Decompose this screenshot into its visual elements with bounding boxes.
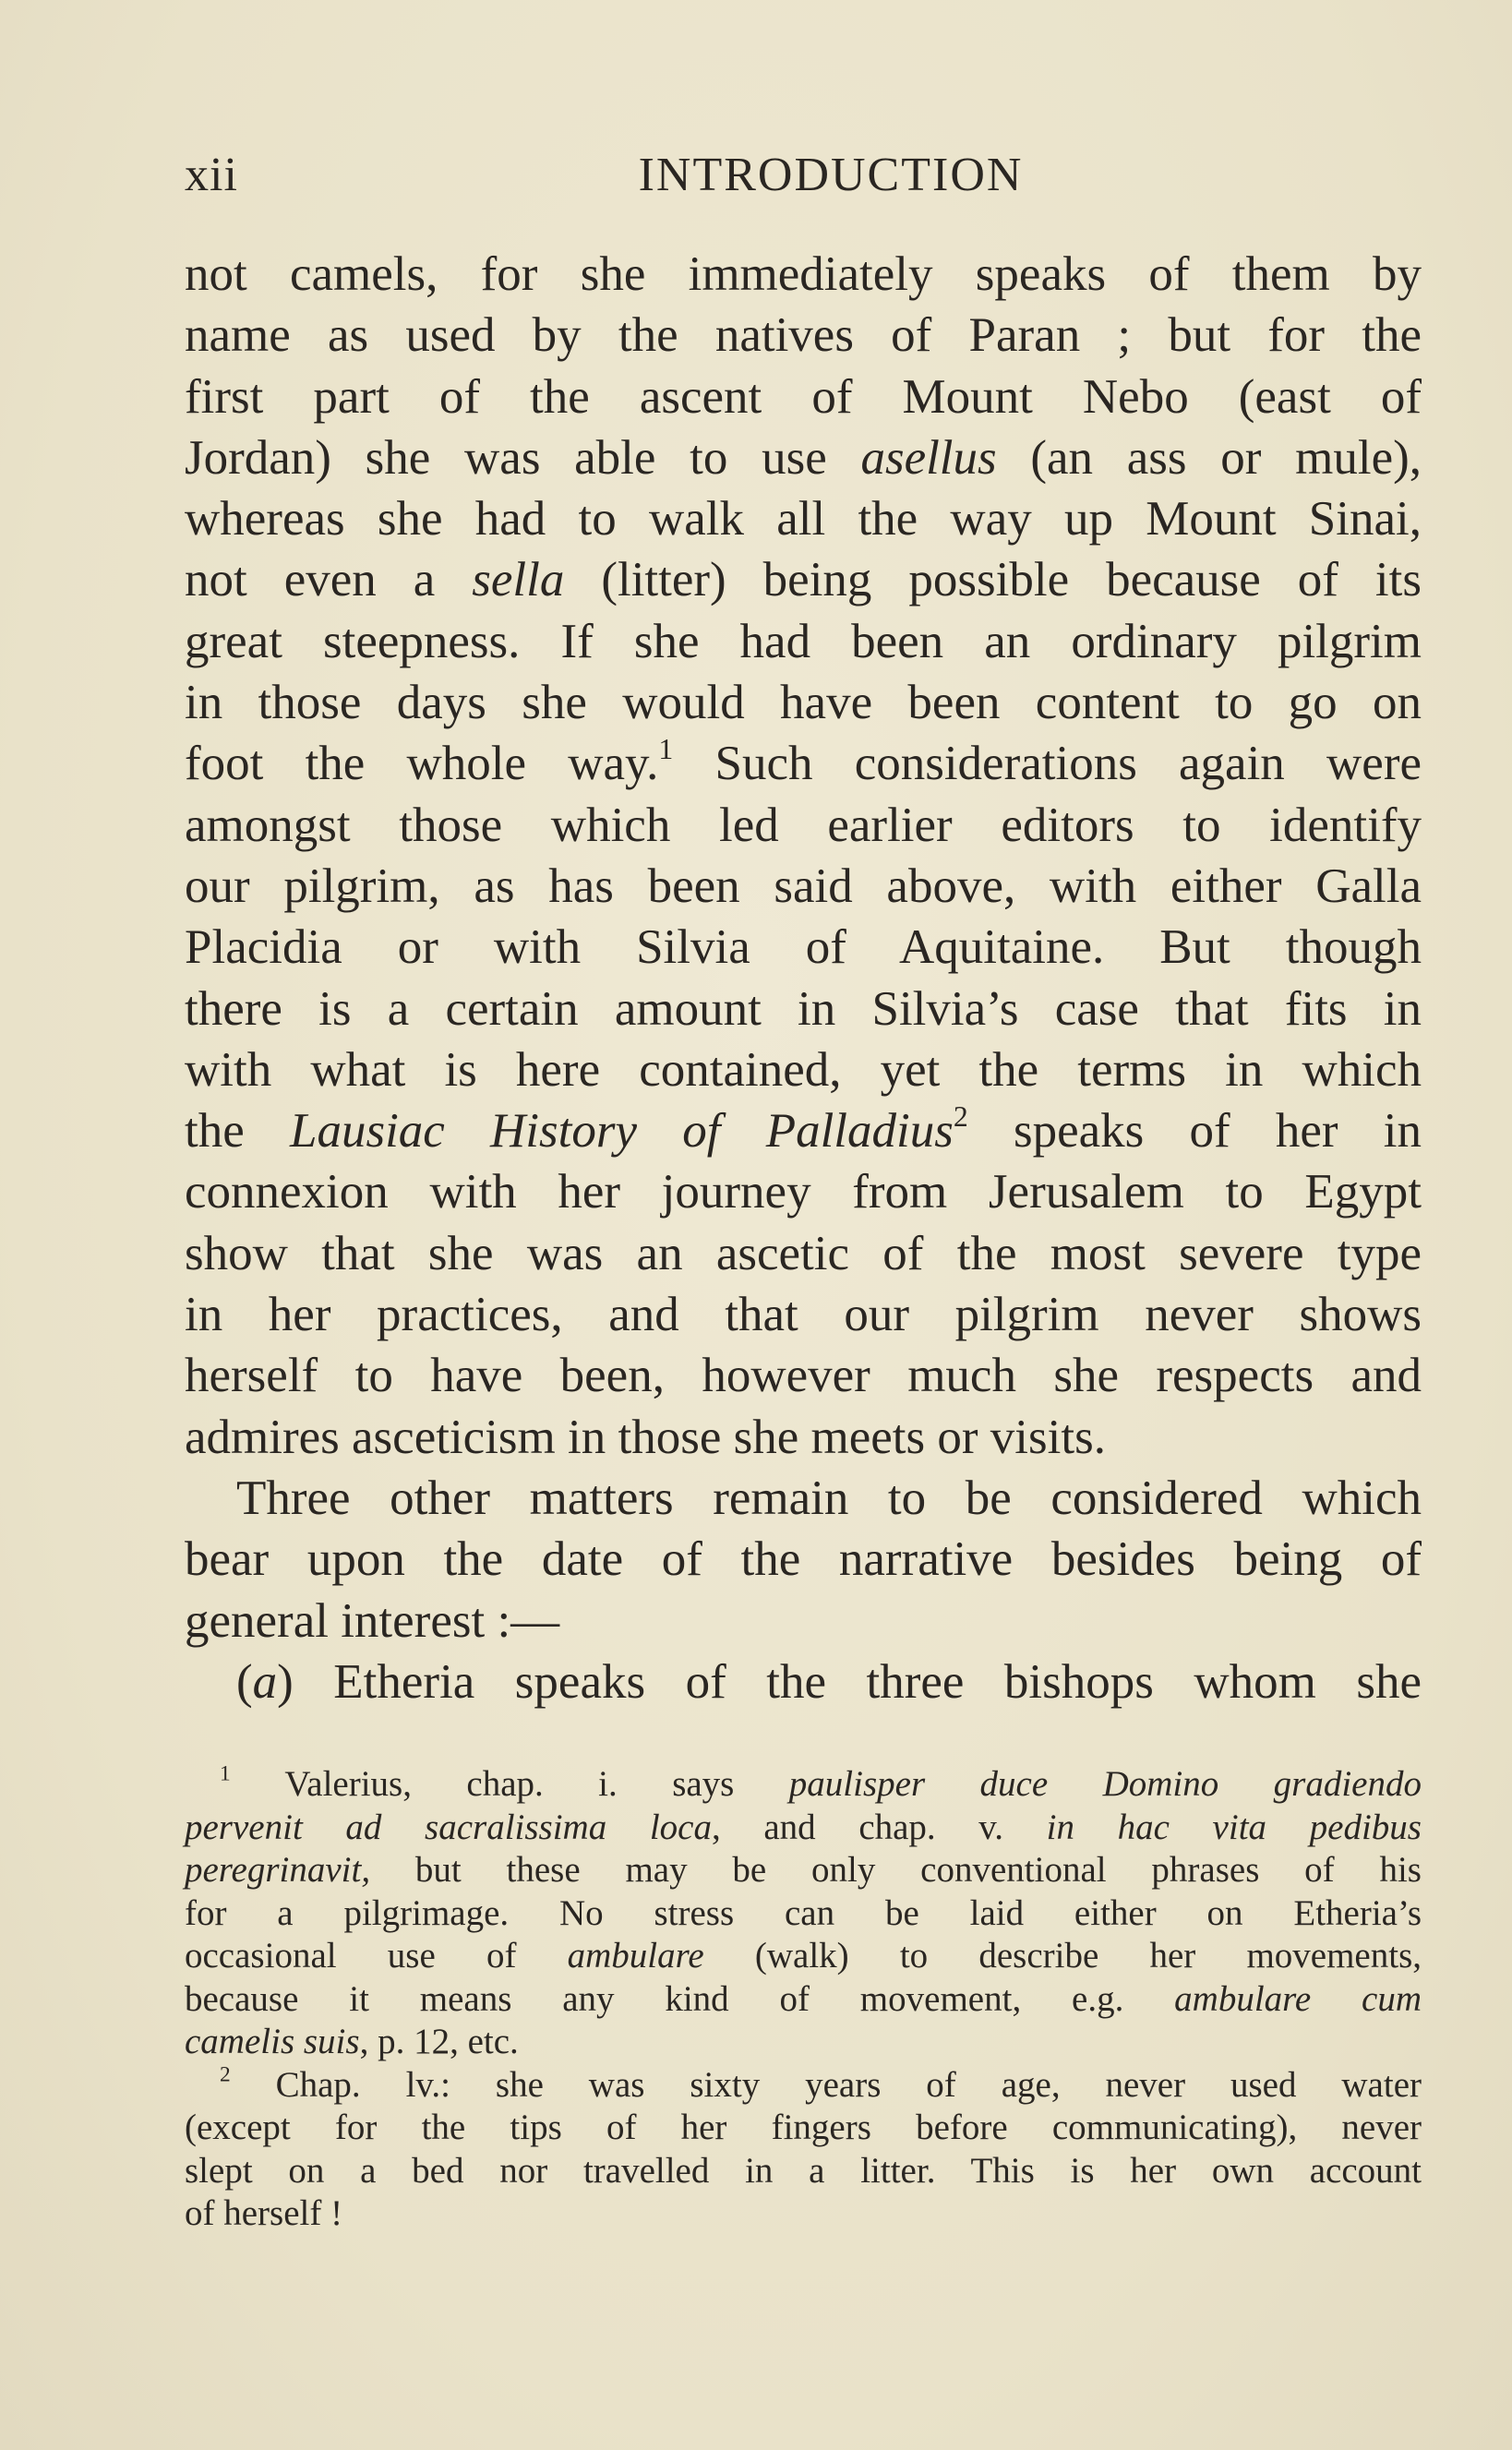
body-line: great steepness. If she had been an ordinary pilgrim <box>185 614 1422 668</box>
body-line: name as used by the natives of Paran ; but for the <box>185 308 1422 363</box>
italic-text: ambulare cum <box>1174 1978 1422 2019</box>
body-line: admires asceticism in those she meets or visits. <box>185 1410 1106 1464</box>
footnote-line: peregrinavit, but these may be only conventional phrases of his <box>185 1850 1422 1890</box>
footnote-marker: 2 <box>953 1099 968 1133</box>
body-line: with what is here contained, yet the terms in which <box>185 1042 1422 1097</box>
footnote-line: camelis suis, p. 12, etc. <box>185 2022 519 2061</box>
body-line: bear upon the date of the narrative besides being of <box>185 1532 1422 1587</box>
body-line: first part of the ascent of Mount Nebo (east of <box>185 369 1422 424</box>
italic-text: Lausiac History of Palladius <box>289 1104 954 1159</box>
italic-text: pervenit ad sacralissima loca <box>185 1807 712 1847</box>
footnote-line: $^2$ Chap. lv.: she was sixty years of age, never used water <box>220 2062 1422 2105</box>
footnote-marker: 1 <box>658 733 674 766</box>
body-line: our pilgrim, as has been said above, with either Galla <box>185 859 1422 913</box>
body-line: Placidia or with Silvia of Aquitaine. But though <box>185 920 1422 975</box>
body-line: not even a sella (litter) being possible because of its <box>185 553 1422 607</box>
body-line: whereas she had to walk all the way up Mount Sinai, <box>185 492 1422 546</box>
body-line: (a) Etheria speaks of the three bishops whom she <box>236 1654 1422 1709</box>
italic-text: sella <box>472 553 565 607</box>
footnote-marker: 2 <box>220 2062 231 2087</box>
footnote-line: because it means any kind of movement, e.g. ambulare cum <box>185 1978 1422 2019</box>
footnote-marker: 1 <box>220 1761 231 1786</box>
running-head: INTRODUCTION <box>638 149 1024 201</box>
body-line: Three other matters remain to be considered which <box>236 1471 1422 1525</box>
body-line: herself to have been, however much she respects and <box>185 1349 1422 1403</box>
footnote-line: slept on a bed nor travelled in a litter. This is her own account <box>185 2150 1422 2191</box>
body-line: foot the whole way.$^1$ Such considerations again were <box>185 733 1422 791</box>
body-line: Jordan) she was able to use asellus (an ass or mule), <box>185 430 1422 485</box>
footnote-line: pervenit ad sacralissima loca, and chap. v. in hac vita pedibus <box>185 1807 1422 1847</box>
italic-text: peregrinavit, <box>185 1850 371 1890</box>
footnote-line: for a pilgrimage. No stress can be laid either on Etheria’s <box>185 1892 1422 1933</box>
italic-text: ambulare <box>567 1936 704 1976</box>
body-line: connexion with her journey from Jerusalem to Egypt <box>185 1165 1422 1219</box>
italic-text: asellus <box>860 430 997 485</box>
body-line: general interest :— <box>185 1593 560 1648</box>
footnote-line: (except for the tips of her fingers before communicating), never <box>185 2108 1422 2147</box>
body-line: in those days she would have been content to go on <box>185 676 1422 730</box>
page-number: xii <box>185 149 238 201</box>
italic-text: paulisper duce Domino gradiendo <box>788 1764 1422 1804</box>
body-line: show that she was an ascetic of the most severe type <box>185 1226 1422 1280</box>
italic-text: camelis suis <box>185 2022 360 2061</box>
italic-text: in hac vita pedibus <box>1046 1807 1422 1847</box>
body-line: not camels, for she immediately speaks of them by <box>185 247 1422 301</box>
body-line: in her practices, and that our pilgrim never shows <box>185 1288 1422 1342</box>
body-line: amongst those which led earlier editors to identify <box>185 798 1422 852</box>
footnote-line: of herself ! <box>185 2193 343 2233</box>
footnotes <box>185 1763 1422 2236</box>
footnote-line: occasional use of ambulare (walk) to describe her movements, <box>185 1936 1422 1976</box>
body-text <box>185 244 1422 1712</box>
italic-text: a <box>252 1654 278 1709</box>
body-line: there is a certain amount in Silvia’s case that fits in <box>185 981 1422 1036</box>
body-line: the Lausiac History of Palladius$^2$ speaks of her in <box>185 1099 1422 1159</box>
page-header <box>185 148 1422 203</box>
footnote-line: $^1$ Valerius, chap. i. says paulisper duce Domino gradiendo <box>220 1761 1422 1804</box>
